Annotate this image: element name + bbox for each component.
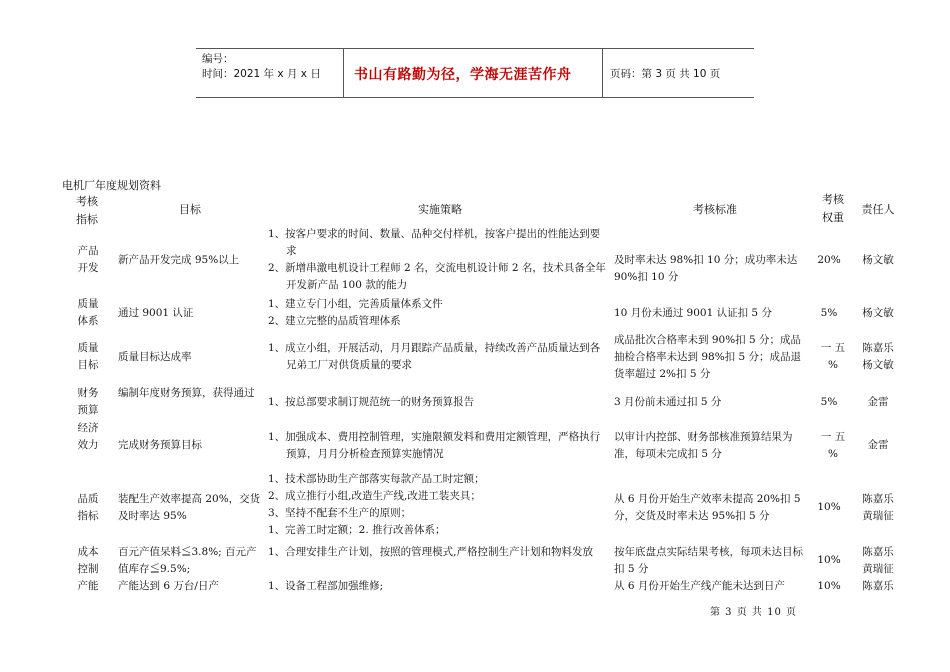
row-strategy: 1、成立小组，开展活动，月月跟踪产品质量，持续改善产品质量达到各兄弟工厂对供货质量的要求 <box>268 342 601 371</box>
document-header <box>196 48 754 98</box>
row-indicator: 产能 <box>77 580 99 592</box>
header-page-number: 页码：第 3 页 共 10 页 <box>610 68 721 80</box>
row-indicator: 品质指标 <box>77 493 99 522</box>
row-target: 百元产值呆料≦3.8%; 百元产值库存≦9.5%; <box>118 546 257 575</box>
row-standard: 及时率未达 98%扣 10 分；成功率未达 90%扣 10 分 <box>614 254 798 283</box>
row-standard: 从 6 月份开始生产效率未提高 20%扣 5 分，交货及时率未达 95%扣 5 分 <box>614 493 801 522</box>
row-standard: 以审计内控部、财务部核准预算结果为准，每项未完成扣 5 分 <box>614 431 793 460</box>
row-indicator: 产品开发 <box>77 245 99 274</box>
row-target: 装配生产效率提高 20%，交货及时率达 95% <box>118 493 261 522</box>
row-target: 通过 9001 认证 <box>118 307 194 319</box>
row-target: 质量目标达成率 <box>118 351 192 363</box>
header-motto: 书山有路勤为径，学海无涯苦作舟 <box>354 67 572 83</box>
row-owner: 金雷 <box>867 396 889 408</box>
row-target: 完成财务预算目标 <box>118 439 202 451</box>
row-strategy: 1、按总部要求制订规范统一的财务预算报告 <box>268 396 475 408</box>
row-strategy: 1、合理安排生产计划，按照的管理模式,严格控制生产计划和物料发放 <box>268 546 594 558</box>
row-indicator: 经济效力 <box>77 422 99 451</box>
row-strategy: 1、技术部协助生产部落实每款产品工时定额； 2、成立推行小组,改造生产线,改进工装夹具； 3、坚持不配套不生产的原则； 1、完善工时定额；2. 推行改善体系； <box>268 473 485 536</box>
row-weight: 一 五 % <box>820 431 846 460</box>
row-weight: 10% <box>817 501 841 513</box>
row-weight: 5% <box>820 396 838 408</box>
row-standard: 按年底盘点实际结果考核，每项未达目标扣 5 分 <box>614 546 803 575</box>
row-strategy: 1、建立专门小组，完善质量体系文件 2、建立完整的品质管理体系 <box>268 298 443 327</box>
row-strategy: 1、加强成本、费用控制管理，实施限额发料和费用定额管理，严格执行预算，月月分析检查预算实施情况 <box>268 431 601 460</box>
document-title: 电机厂年度规划资料 <box>62 179 161 192</box>
row-standard: 成品批次合格率未到 90%扣 5 分；成品抽检合格率未达到 98%扣 5 分；成品退货率超过 2%扣 5 分 <box>614 334 802 380</box>
col-header-indicator: 考核指标 <box>76 195 98 226</box>
col-header-target: 目标 <box>179 203 201 216</box>
row-target: 新产品开发完成 95%以上 <box>118 254 240 266</box>
col-header-strategy: 实施策略 <box>418 203 462 216</box>
row-weight: 一 五 % <box>820 342 846 371</box>
row-weight: 5% <box>820 307 838 319</box>
row-indicator: 财务预算 <box>77 387 99 416</box>
row-strategy: 1、按客户要求的时间、数量、品种交付样机，按客户提出的性能达到要求 2、新增串激电机设计工程师 2 名，交流电机设计师 2 名，技术具备全年开发新产品 100 款的能力 <box>268 228 606 291</box>
row-standard: 10 月份未通过 9001 认证扣 5 分 <box>614 307 772 319</box>
row-standard: 从 6 月份开始生产线产能未达到日产 <box>614 580 785 592</box>
row-owner: 陈嘉乐 杨文敏 <box>862 342 894 371</box>
row-owner: 陈嘉乐 黄瑞征 <box>862 546 894 575</box>
col-header-weight: 考核权重 <box>822 193 844 224</box>
row-owner: 杨文敏 <box>862 254 894 266</box>
row-weight: 10% <box>817 554 841 566</box>
row-strategy: 1、设备工程部加强维修; <box>268 580 384 592</box>
row-standard: 3 月份前未通过扣 5 分 <box>614 396 722 408</box>
time-label: 时间：2021 年 x 月 x 日 <box>202 68 321 80</box>
serial-label: 编号： <box>202 53 234 65</box>
row-owner: 杨文敏 <box>862 307 894 319</box>
row-weight: 10% <box>817 580 841 592</box>
header-meta <box>202 52 321 82</box>
row-indicator: 质量目标 <box>77 342 99 371</box>
page-footer: 第 3 页 共 10 页 <box>710 607 797 618</box>
row-weight: 20% <box>817 254 841 266</box>
col-header-owner: 责任人 <box>861 203 895 216</box>
header-divider <box>343 49 344 97</box>
col-header-standard: 考核标准 <box>693 203 737 216</box>
row-owner: 陈嘉乐 黄瑞征 <box>862 493 894 522</box>
row-owner: 金雷 <box>867 439 889 451</box>
row-target: 产能达到 6 万台/日产 <box>118 580 219 592</box>
row-indicator: 质量体系 <box>77 298 99 327</box>
row-indicator: 成本控制 <box>77 546 99 575</box>
row-target: 编制年度财务预算，获得通过 <box>118 387 255 399</box>
row-owner: 陈嘉乐 <box>862 580 894 592</box>
header-divider <box>602 49 603 97</box>
